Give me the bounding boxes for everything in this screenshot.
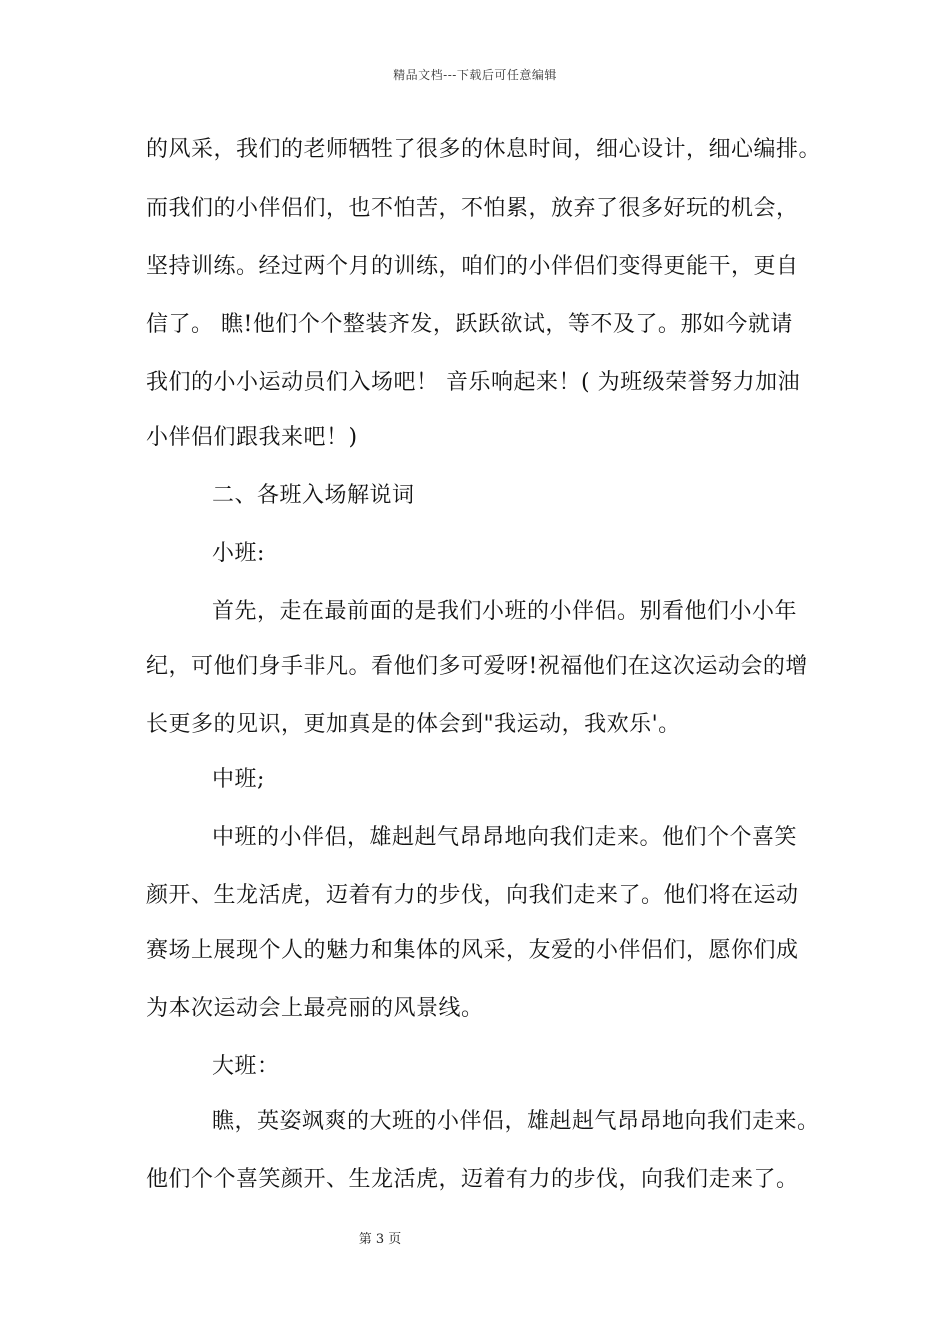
subsection-label-middle-class: 中班; xyxy=(212,767,265,792)
body-line: 纪，可他们身手非凡。看他们多可爱呀!祝福他们在这次运动会的增 xyxy=(146,654,808,679)
page-number: 第 3 页 xyxy=(358,1232,402,1247)
body-line: 信了。 瞧!他们个个整装齐发，跃跃欲试，等不及了。那如今就请 xyxy=(146,312,793,337)
body-line: 而我们的小伴侣们，也不怕苦，不怕累，放弃了很多好玩的机会， xyxy=(146,196,799,221)
body-line: 我们的小小运动员们入场吧！ 音乐响起来！( 为班级荣誉努力加油 xyxy=(146,370,801,395)
body-line: 为本次运动会上最亮丽的风景线。 xyxy=(146,996,484,1021)
body-line: 首先，走在最前面的是我们小班的小伴侣。别看他们小小年 xyxy=(212,599,798,624)
section-heading: 二、各班入场解说词 xyxy=(212,483,415,508)
body-line: 瞧，英姿飒爽的大班的小伴侣，雄赳赳气昂昂地向我们走来。 xyxy=(212,1109,820,1134)
subsection-label-big-class: 大班： xyxy=(212,1054,280,1079)
body-line: 坚持训练。经过两个月的训练，咱们的小伴侣们变得更能干，更自 xyxy=(146,254,799,279)
body-line: 小伴侣们跟我来吧！) xyxy=(146,425,358,450)
subsection-label-small-class: 小班: xyxy=(212,541,265,566)
body-line: 中班的小伴侣，雄赳赳气昂昂地向我们走来。他们个个喜笑 xyxy=(212,825,798,850)
body-line: 颜开、生龙活虎，迈着有力的步伐，向我们走来了。他们将在运动 xyxy=(146,883,799,908)
body-line: 他们个个喜笑颜开、生龙活虎，迈着有力的步伐，向我们走来了。 xyxy=(146,1167,799,1192)
page-header: 精品文档---下载后可任意编辑 xyxy=(393,68,557,82)
body-line: 长更多的见识，更加真是的体会到"我运动，我欢乐'。 xyxy=(146,712,681,737)
body-line: 的风采，我们的老师牺牲了很多的休息时间，细心设计，细心编排。 xyxy=(146,137,822,162)
body-line: 赛场上展现个人的魅力和集体的风采，友爱的小伴侣们，愿你们成 xyxy=(146,938,799,963)
